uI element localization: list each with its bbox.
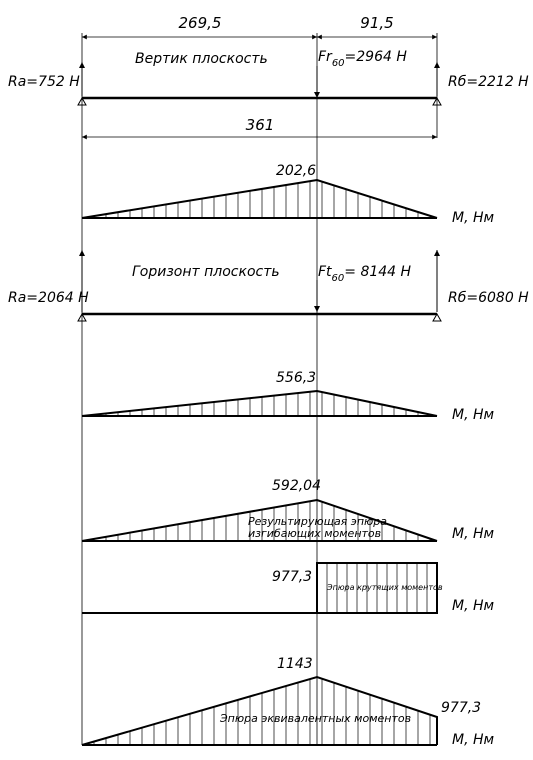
resultant-moment-peak: 592,04 [272,478,321,494]
horizontal-rb-label: Rб=6080 Н [448,290,529,306]
resultant-moment-diagram [82,478,495,542]
vertical-moment-diagram [82,163,495,226]
vertical-moment-unit: М, Нм [452,210,495,226]
vertical-ra-label: Ra=752 Н [8,74,80,90]
horizontal-moment-unit: М, Нм [452,407,495,423]
dimension-total-span: 361 [245,116,275,134]
equivalent-moment-diagram [82,656,495,748]
vertical-plane-title: Вертик плоскость [135,51,268,67]
torque-unit: М, Нм [452,598,495,614]
vertical-moment-peak: 202,6 [276,163,317,179]
horizontal-moment-outline [82,391,437,416]
horizontal-moment-peak: 556,3 [276,370,317,386]
equivalent-moment-outline [82,677,437,745]
equivalent-moment-peak: 1143 [277,656,313,672]
vertical-moment-outline [82,180,437,218]
horizontal-force-label: $Ft_{60}= 8144$ Н [318,264,412,284]
resultant-label-line2: изгибающих моментов [248,527,382,540]
resultant-moment-unit: М, Нм [452,526,495,542]
dimension-left-span: 269,5 [178,14,222,32]
horizontal-plane-title: Горизонт плоскость [132,264,280,280]
equivalent-moment-right-value: 977,3 [441,700,482,716]
equivalent-label: Эпюра эквивалентных моментов [220,712,412,725]
vertical-force-label: $Fr_{60}=2964$ Н [318,49,407,69]
resultant-label-line1: Результирующая эпюра [248,515,388,528]
dimension-right-span: 91,5 [360,14,394,32]
torque-value: 977,3 [272,569,313,585]
torque-diagram [82,563,495,614]
horizontal-ra-label: Ra=2064 Н [8,290,89,306]
equivalent-moment-unit: М, Нм [452,732,495,748]
vertical-rb-label: Rб=2212 Н [448,74,529,90]
horizontal-moment-diagram [82,370,495,423]
torque-label: Эпюра крутящих моментов [327,583,443,592]
